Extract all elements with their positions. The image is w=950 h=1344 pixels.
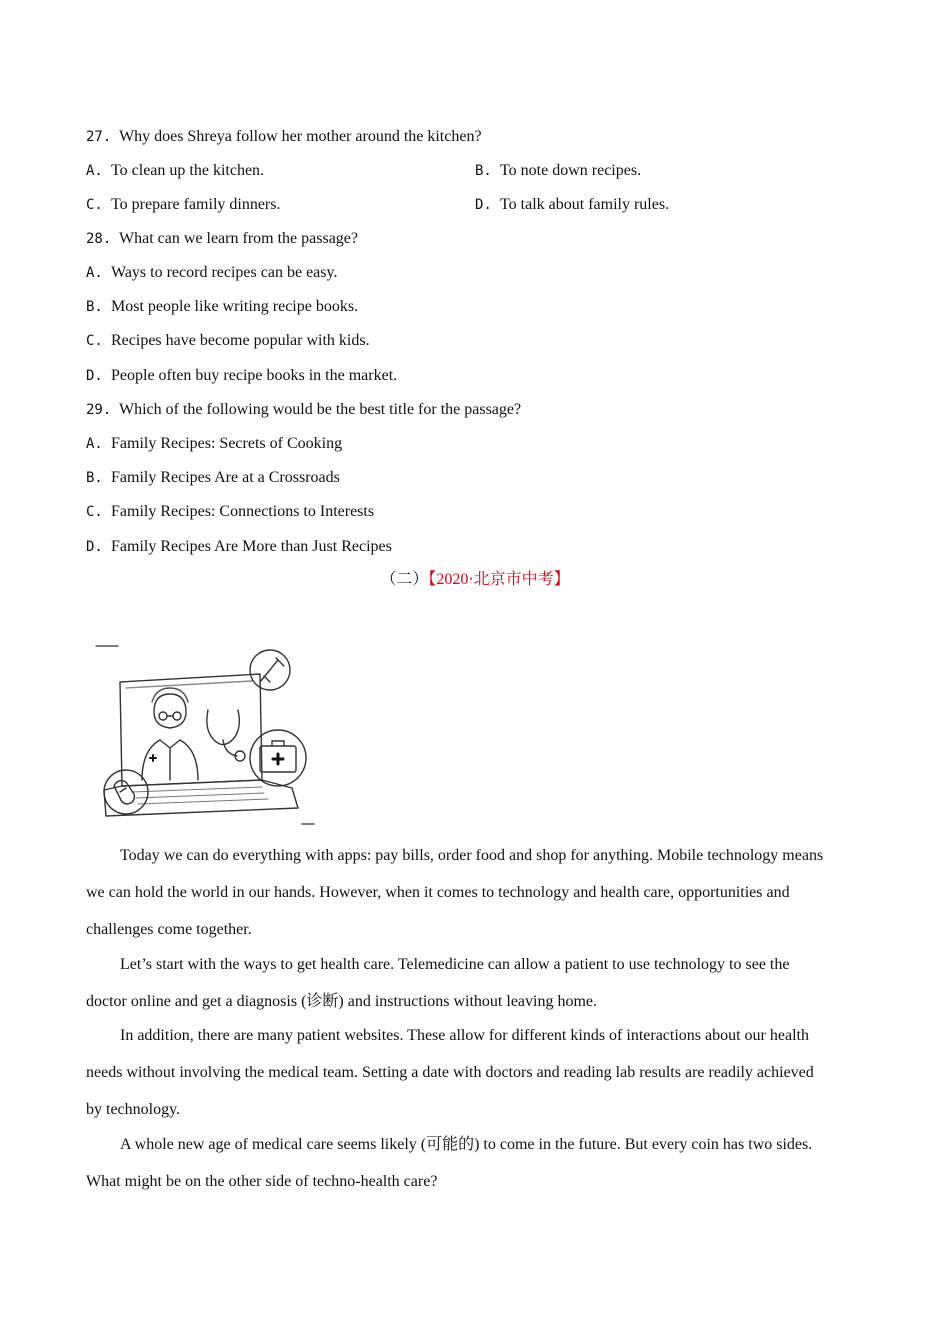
option-text: Most people like writing recipe books. [111, 298, 359, 315]
option-letter: C. [86, 197, 103, 213]
section-label: （二） [380, 571, 429, 588]
passage-text: Today we can do everything with apps: pay bills, order food and shop for anything. Mobile technology means [120, 847, 824, 864]
option-27-a [86, 161, 264, 181]
option-29-a [86, 434, 342, 454]
option-text: Family Recipes Are at a Crossroads [111, 469, 340, 486]
passage-paragraph-2 [86, 946, 866, 1020]
section-source: 【2020·北京市中考】 [428, 571, 570, 588]
passage-line [86, 946, 866, 983]
question-27 [86, 127, 482, 147]
passage-paragraph-4 [86, 1126, 866, 1200]
option-text: Recipes have become popular with kids. [111, 332, 370, 349]
option-letter: B. [86, 299, 103, 315]
option-letter: A. [86, 436, 103, 452]
option-27-b [475, 161, 641, 181]
passage-line: What might be on the other side of techno-health care? [86, 1173, 438, 1190]
option-28-d [86, 366, 397, 386]
passage-line [86, 837, 866, 874]
option-letter: D. [86, 539, 103, 555]
option-29-c [86, 502, 374, 522]
option-29-b [86, 468, 340, 488]
passage-line: needs without involving the medical team. Setting a date with doctors and reading lab results are readily achieved [86, 1064, 814, 1081]
option-text: Family Recipes Are More than Just Recipes [111, 538, 392, 555]
option-text: Ways to record recipes can be easy. [111, 264, 338, 281]
passage-text: Let’s start with the ways to get health care. Telemedicine can allow a patient to use technology to see the [120, 956, 790, 973]
passage-paragraph-3 [86, 1017, 866, 1128]
option-text: To talk about family rules. [500, 196, 670, 213]
option-28-b [86, 297, 358, 317]
question-28 [86, 229, 358, 249]
option-28-a [86, 263, 337, 283]
option-29-d [86, 537, 392, 557]
doctor-icon [142, 688, 198, 780]
laptop-base [104, 780, 298, 816]
passage-line [86, 1126, 866, 1163]
option-text: To prepare family dinners. [111, 196, 281, 213]
option-text: Family Recipes: Connections to Interests [111, 503, 375, 520]
question-stem: Which of the following would be the best title for the passage? [119, 401, 522, 418]
passage-line: doctor online and get a diagnosis (诊断) and instructions without leaving home. [86, 993, 598, 1010]
question-number: 28. [86, 231, 112, 247]
passage-line: by technology. [86, 1101, 181, 1118]
laptop-screen [120, 674, 262, 786]
option-28-c [86, 331, 370, 351]
option-text: People often buy recipe books in the market. [111, 367, 398, 384]
option-letter: A. [86, 163, 103, 179]
option-letter: B. [475, 163, 492, 179]
telemedicine-illustration [92, 640, 322, 830]
question-stem: Why does Shreya follow her mother around the kitchen? [119, 128, 482, 145]
option-text: To note down recipes. [500, 162, 642, 179]
passage-line [86, 1017, 866, 1054]
option-letter: C. [86, 333, 103, 349]
option-27-c [86, 195, 280, 215]
question-number: 29. [86, 402, 112, 418]
option-letter: B. [86, 470, 103, 486]
option-letter: A. [86, 265, 103, 281]
section-heading [0, 570, 950, 590]
first-aid-kit-icon [250, 730, 306, 786]
passage-line: we can hold the world in our hands. However, when it comes to technology and health care, opportunities and [86, 884, 790, 901]
question-number: 27. [86, 129, 112, 145]
passage-line: challenges come together. [86, 921, 252, 938]
option-letter: D. [475, 197, 492, 213]
option-text: Family Recipes: Secrets of Cooking [111, 435, 343, 452]
option-27-d [475, 195, 669, 215]
syringe-icon [250, 650, 290, 690]
option-text: To clean up the kitchen. [111, 162, 265, 179]
passage-text: In addition, there are many patient websites. These allow for different kinds of interactions about our health [120, 1027, 809, 1044]
question-29 [86, 400, 521, 420]
passage-text: A whole new age of medical care seems likely (可能的) to come in the future. But every coin has two sides. [120, 1136, 813, 1153]
stethoscope-icon [207, 710, 245, 761]
question-stem: What can we learn from the passage? [119, 230, 358, 247]
option-letter: C. [86, 504, 103, 520]
passage-paragraph-1 [86, 837, 866, 948]
option-letter: D. [86, 368, 103, 384]
